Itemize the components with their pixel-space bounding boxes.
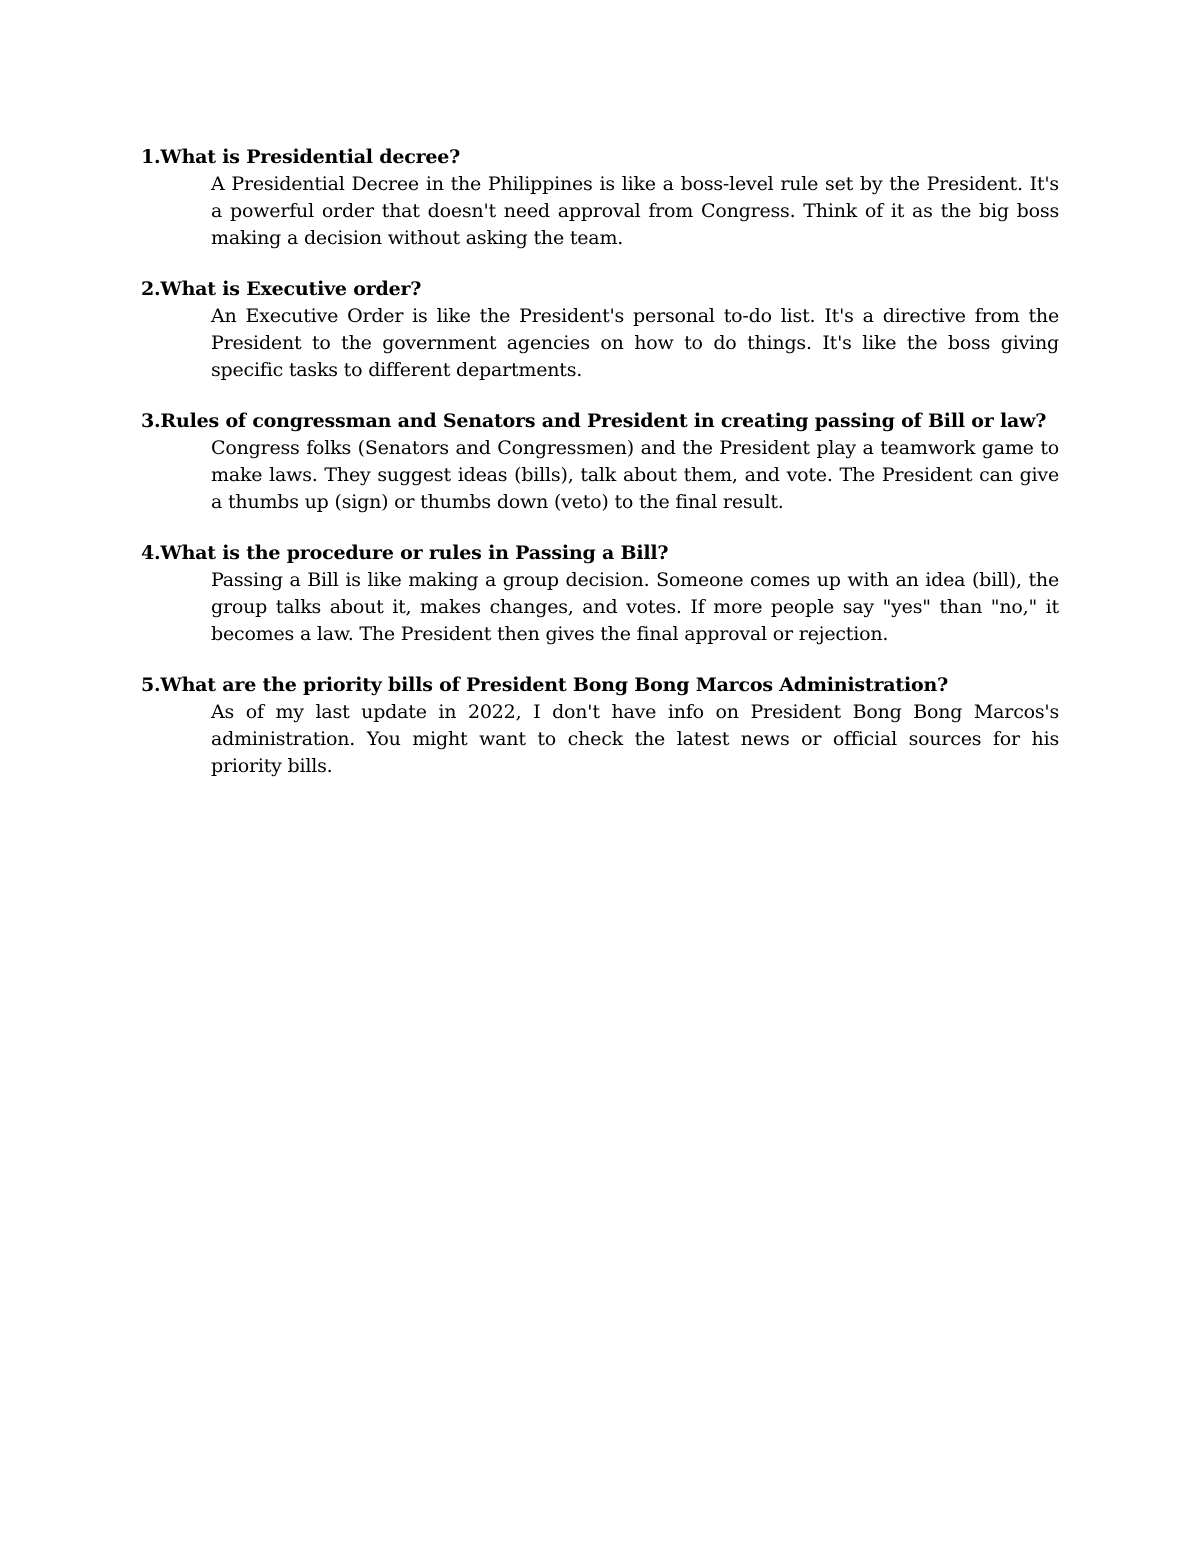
qa-item-presidential-decree: [141, 144, 1059, 252]
qa-item-passing-a-bill: [141, 540, 1059, 648]
question-heading: 4.What is the procedure or rules in Passing a Bill?: [141, 542, 669, 564]
qa-item-lawmaking-roles: [141, 408, 1059, 516]
question-heading: 2.What is Executive order?: [141, 278, 422, 300]
answer-paragraph: A Presidential Decree in the Philippines is like a boss-level rule set by the President. It's a powerful order that doesn't need approval from Congress. Think of it as the big boss making a decision without asking the team.: [211, 173, 1059, 249]
qa-item-executive-order: [141, 276, 1059, 384]
answer-paragraph: Congress folks (Senators and Congressmen) and the President play a teamwork game to make laws. They suggest ideas (bills), talk about them, and vote. The President can give a thumbs up (sign) or thumbs down (veto) to the final result.: [211, 437, 1059, 513]
qa-item-priority-bills: [141, 672, 1059, 780]
answer-paragraph: As of my last update in 2022, I don't have info on President Bong Bong Marcos's administration. You might want to check the latest news or official sources for his priority bills.: [211, 701, 1059, 777]
question-heading: 5.What are the priority bills of President Bong Bong Marcos Administration?: [141, 674, 949, 696]
answer-paragraph: Passing a Bill is like making a group decision. Someone comes up with an idea (bill), the group talks about it, makes changes, and votes. If more people say "yes" than "no," it becomes a law. The President then gives the final approval or rejection.: [211, 569, 1059, 645]
question-heading: 1.What is Presidential decree?: [141, 146, 461, 168]
answer-paragraph: An Executive Order is like the President's personal to-do list. It's a directive from the President to the government agencies on how to do things. It's like the boss giving specific tasks to different departments.: [211, 305, 1059, 381]
qa-list: [141, 144, 1059, 804]
question-heading: 3.Rules of congressman and Senators and President in creating passing of Bill or law?: [141, 410, 1047, 432]
